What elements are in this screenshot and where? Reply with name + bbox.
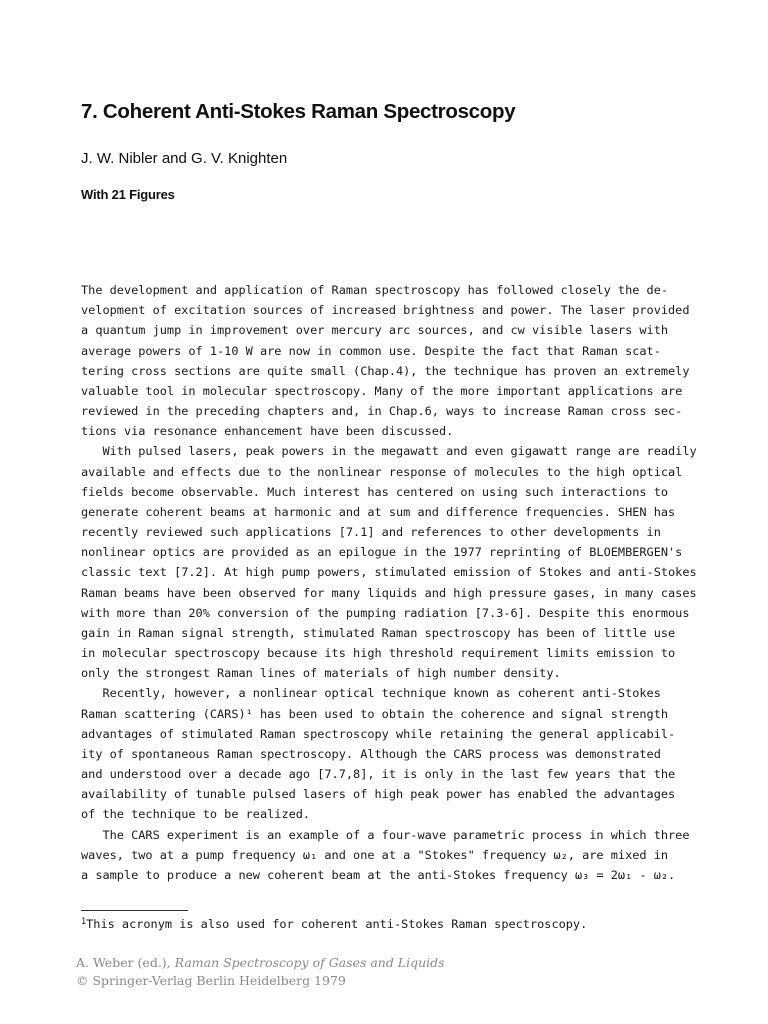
body-line: recently reviewed such applications [7.1] and references to other developments in — [81, 525, 661, 540]
imprint-book-title: Raman Spectroscopy of Gases and Liquids — [174, 955, 445, 970]
footnote-marker: 1 — [81, 917, 87, 927]
body-line: The development and application of Raman spectroscopy has followed closely the de- — [81, 283, 669, 297]
chapter-body — [81, 280, 701, 885]
body-line: valuable tool in molecular spectroscopy. Many of the more important applications are — [81, 383, 683, 398]
body-line: waves, two at a pump frequency ω₁ and one at a "Stokes" frequency ω₂, are mixed in — [81, 847, 669, 862]
body-line: With pulsed lasers, peak powers in the megawatt and even gigawatt range are readily — [81, 444, 697, 459]
body-line: a sample to produce a new coherent beam at the anti-Stokes frequency ω₃ = 2ω₁ - ω₂. — [81, 867, 676, 882]
footnote — [81, 917, 701, 931]
body-line: with more than 20% conversion of the pumping radiation [7.3-6]. Despite this enormous — [81, 605, 690, 620]
body-line: available and effects due to the nonlinear response of molecules to the high optical — [81, 464, 683, 479]
footnote-text: This acronym is also used for coherent anti-Stokes Raman spectroscopy. — [86, 917, 588, 931]
body-line: ity of spontaneous Raman spectroscopy. Although the CARS process was demonstrated — [81, 746, 661, 761]
imprint-editor: A. Weber (ed.), — [76, 955, 175, 970]
body-line: and understood over a decade ago [7.7,8], it is only in the last few years that the — [81, 767, 676, 782]
footnote-rule — [81, 910, 188, 911]
body-line: advantages of stimulated Raman spectroscopy while retaining the general applicabil- — [81, 726, 676, 741]
body-line: nonlinear optics are provided as an epilogue in the 1977 reprinting of BLOEMBERGEN's — [81, 545, 683, 560]
body-line: Recently, however, a nonlinear optical technique known as coherent anti-Stokes — [81, 686, 661, 701]
body-line: gain in Raman signal strength, stimulated Raman spectroscopy has been of little use — [81, 625, 676, 640]
body-line: of the technique to be realized. — [81, 807, 311, 822]
body-line: in molecular spectroscopy because its high threshold requirement limits emission to — [81, 646, 676, 661]
body-line: availability of tunable pulsed lasers of high peak power has enabled the advantages — [81, 787, 676, 802]
body-line: generate coherent beams at harmonic and at sum and difference frequencies. SHEN has — [81, 504, 676, 519]
body-line: Raman beams have been observed for many liquids and high pressure gases, in many cases — [81, 585, 697, 600]
body-line: average powers of 1-10 W are now in common use. Despite the fact that Raman scat- — [81, 343, 661, 358]
body-line: reviewed in the preceding chapters and, in Chap.6, ways to increase Raman cross sec- — [81, 404, 683, 419]
body-line: The CARS experiment is an example of a four-wave parametric process in which three — [81, 827, 690, 842]
body-line: tions via resonance enhancement have been discussed. — [81, 424, 454, 439]
chapter-authors: J. W. Nibler and G. V. Knighten — [81, 150, 288, 167]
body-line: a quantum jump in improvement over mercury arc sources, and cw visible lasers with — [81, 323, 669, 338]
publisher-imprint — [76, 954, 445, 990]
imprint-citation — [76, 954, 445, 972]
figure-count: With 21 Figures — [81, 187, 175, 202]
chapter-title: 7. Coherent Anti-Stokes Raman Spectroscopy — [81, 100, 516, 123]
body-line: Raman scattering (CARS)¹ has been used to obtain the coherence and signal strength — [81, 706, 669, 721]
body-line: classic text [7.2]. At high pump powers, stimulated emission of Stokes and anti-Stokes — [81, 565, 697, 580]
body-line: tering cross sections are quite small (Chap.4), the technique has proven an extremely — [81, 363, 690, 378]
body-line: only the strongest Raman lines of materials of high number density. — [81, 666, 561, 681]
imprint-copyright: © Springer-Verlag Berlin Heidelberg 1979 — [76, 973, 346, 988]
body-line: fields become observable. Much interest has centered on using such interactions to — [81, 484, 669, 499]
body-line: velopment of excitation sources of increased brightness and power. The laser provided — [81, 303, 690, 318]
